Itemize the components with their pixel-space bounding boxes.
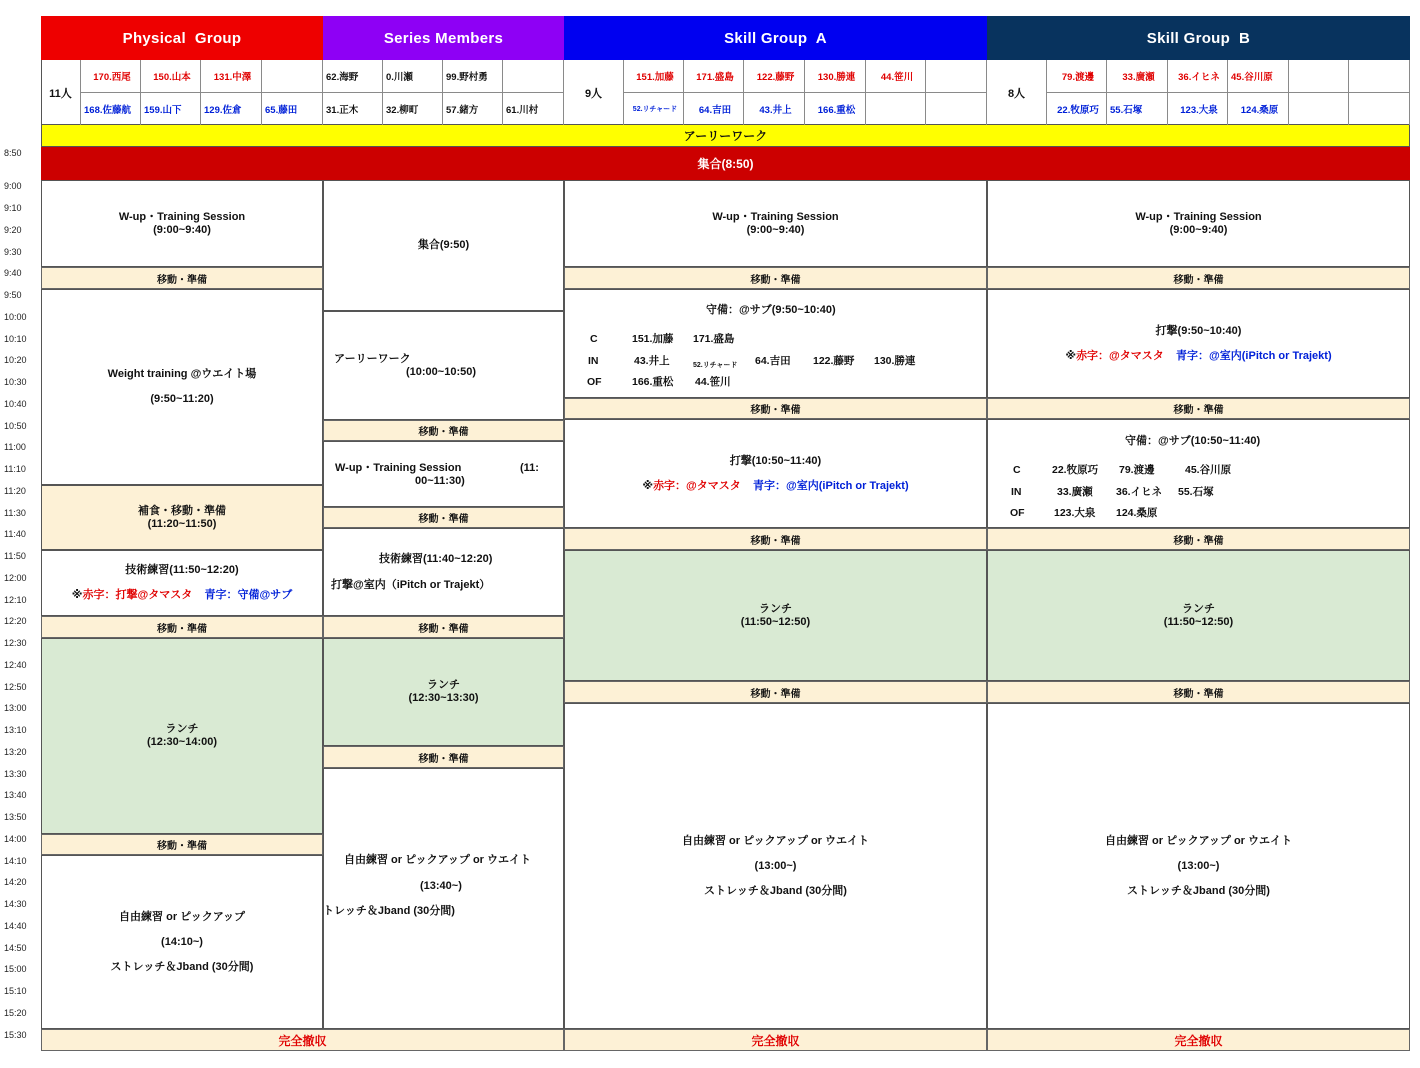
note-mark: ※	[71, 589, 83, 601]
end-banner-skill-b: 完全撤収	[987, 1029, 1410, 1051]
block-line: W-up・Training Session	[118, 210, 246, 223]
note-blue: 青字：@室内(iPitch or Trajekt)	[753, 479, 909, 492]
note-red: 赤字：@タマスタ	[1076, 349, 1164, 362]
series-members-title: Series Members	[383, 29, 504, 47]
physical-weight-block	[41, 289, 323, 485]
time-label: 13:00	[4, 703, 27, 713]
time-label: 13:20	[4, 747, 27, 757]
time-label: 13:10	[4, 725, 27, 735]
roster-member: 159.山下	[141, 93, 201, 125]
time-label: 13:50	[4, 812, 27, 822]
skill-a-defense-block	[564, 289, 987, 398]
roster-member	[1289, 93, 1349, 125]
block-line: W-up・Training Session	[712, 210, 839, 223]
skill-a-move-3: 移動・準備	[564, 528, 987, 550]
time-label: 13:40	[4, 790, 27, 800]
time-label: 9:20	[4, 225, 22, 235]
block-line: 補食・移動・準備	[138, 504, 226, 517]
time-label: 9:30	[4, 247, 22, 257]
skill-a-free-block	[564, 703, 987, 1029]
roster-member	[1349, 60, 1410, 93]
skill-a-lunch-block	[564, 550, 987, 681]
physical-count: 11人	[41, 60, 81, 125]
series-early-block	[323, 311, 564, 420]
defense-title: 守備：@サブ(10:50~11:40)	[1125, 435, 1261, 447]
roster-member: 123.大泉	[1168, 93, 1228, 125]
defense-player: 166.重松	[632, 376, 674, 388]
block-line: ランチ	[1182, 602, 1215, 615]
block-line: (9:50~11:20)	[150, 393, 214, 405]
skill-group-b-title: Skill Group B	[1146, 29, 1251, 47]
block-line: (10:00~10:50)	[406, 366, 477, 378]
note-mark: ※	[1065, 349, 1077, 362]
block-line: (14:10~)	[161, 935, 203, 948]
defense-player: 22.牧原巧	[1052, 464, 1099, 476]
time-label: 12:30	[4, 638, 27, 648]
time-label: 11:30	[4, 508, 26, 518]
defense-title: 守備：@サブ(9:50~10:40)	[706, 304, 836, 316]
defense-in-label: IN	[1011, 486, 1022, 498]
block-line: (12:30~13:30)	[408, 692, 479, 704]
time-label: 11:50	[4, 551, 26, 561]
block-line: 技術練習(11:40~12:20)	[379, 553, 493, 565]
roster-member: 43.井上	[744, 93, 805, 125]
roster-member: 130.勝連	[805, 60, 866, 93]
defense-c-label: C	[590, 333, 598, 345]
series-skill-block	[323, 528, 564, 616]
block-line: 自由練習 or ピックアップ or ウエイト	[681, 834, 869, 847]
roster-member: 151.加藤	[624, 60, 684, 93]
block-line: 技術練習(11:50~12:20)	[125, 564, 239, 576]
skill-b-count: 8人	[987, 60, 1047, 125]
roster-member: 61.川村	[503, 93, 564, 125]
time-label: 9:00	[4, 181, 22, 191]
series-move-4: 移動・準備	[323, 746, 564, 768]
skill-b-batting-block	[987, 289, 1410, 398]
block-line: (12:30~14:00)	[146, 736, 218, 748]
roster-member: 79.渡邊	[1047, 60, 1107, 93]
skill-b-lunch-block	[987, 550, 1410, 681]
roster-member: 33.廣瀬	[1107, 60, 1168, 93]
time-label: 14:30	[4, 899, 27, 909]
series-move-2: 移動・準備	[323, 507, 564, 528]
skill-b-move-4: 移動・準備	[987, 681, 1410, 703]
roster-member: 124.桑原	[1228, 93, 1289, 125]
roster-member: 64.吉田	[684, 93, 744, 125]
roster-member: 57.緒方	[443, 93, 503, 125]
skill-a-move-2: 移動・準備	[564, 398, 987, 419]
block-line: (9:00~9:40)	[1169, 223, 1228, 236]
defense-player: 52.リチャード	[693, 362, 738, 369]
block-line: ランチ	[427, 679, 460, 691]
block-line: 打撃(9:50~10:40)	[1155, 324, 1242, 337]
block-line: (13:00~)	[754, 859, 797, 872]
roster-member: 131.中澤	[201, 60, 262, 93]
roster-member	[866, 93, 926, 125]
time-label: 10:40	[4, 399, 27, 409]
physical-move-2: 移動・準備	[41, 616, 323, 638]
physical-lunch-block	[41, 638, 323, 834]
defense-in-label: IN	[588, 355, 599, 367]
series-members-header	[323, 16, 564, 60]
roster-member	[926, 60, 987, 93]
block-line: (11:	[520, 462, 539, 474]
roster-member: 45.谷川原	[1228, 60, 1289, 93]
roster-member: 166.重松	[805, 93, 866, 125]
roster-member	[262, 60, 323, 93]
skill-b-wup-block	[987, 180, 1410, 267]
physical-move-3: 移動・準備	[41, 834, 323, 855]
defense-player: 130.勝連	[874, 355, 916, 367]
defense-player: 44.笹川	[695, 376, 731, 388]
block-line: (11:50~12:50)	[740, 615, 811, 628]
time-label: 15:10	[4, 986, 27, 996]
physical-snack-block	[41, 485, 323, 550]
defense-player: 171.盛島	[693, 333, 735, 345]
time-label: 12:00	[4, 573, 27, 583]
skill-b-defense-block	[987, 419, 1410, 528]
physical-free-block	[41, 855, 323, 1029]
time-label: 12:10	[4, 595, 27, 605]
skill-group-b-header	[987, 16, 1410, 60]
time-label: 14:10	[4, 856, 27, 866]
series-assembly-block	[323, 180, 564, 311]
roster-member: 129.佐倉	[201, 93, 262, 125]
time-label: 11:40	[4, 529, 26, 539]
defense-player: 64.吉田	[755, 355, 791, 367]
time-label: 11:10	[4, 464, 26, 474]
roster-member: 31.正木	[323, 93, 383, 125]
time-label: 15:30	[4, 1030, 27, 1040]
time-label: 9:50	[4, 290, 22, 300]
series-move-3: 移動・準備	[323, 616, 564, 638]
block-line: 打撃(10:50~11:40)	[729, 454, 822, 467]
physical-skill-block	[41, 550, 323, 616]
block-line: (11:50~12:50)	[1163, 615, 1234, 628]
block-line: アーリーワーク	[334, 353, 411, 365]
roster-member: 55.石塚	[1107, 93, 1168, 125]
physical-move-1: 移動・準備	[41, 267, 323, 289]
skill-b-move-2: 移動・準備	[987, 398, 1410, 419]
note-blue: 青字：守備@サブ	[204, 589, 293, 601]
assembly-banner: 集合(8:50)	[41, 147, 1410, 180]
block-line: (13:40~)	[420, 880, 462, 892]
time-label: 10:00	[4, 312, 27, 322]
physical-group-header	[41, 16, 323, 60]
defense-player: 33.廣瀬	[1057, 486, 1093, 498]
time-label: 10:30	[4, 377, 27, 387]
block-line: W-up・Training Session	[1135, 210, 1262, 223]
skill-b-move-3: 移動・準備	[987, 528, 1410, 550]
roster-member: 62.海野	[323, 60, 383, 93]
time-label: 9:10	[4, 203, 22, 213]
time-label: 10:10	[4, 334, 27, 344]
block-line: トレッチ＆Jband (30分間)	[323, 905, 455, 917]
time-label: 12:50	[4, 682, 27, 692]
note-blue: 青字：@室内(iPitch or Trajekt)	[1176, 349, 1332, 362]
batting-note	[1065, 350, 1331, 363]
skill-group-a-title: Skill Group A	[724, 29, 827, 47]
defense-player: 151.加藤	[632, 333, 674, 345]
time-label: 12:40	[4, 660, 27, 670]
roster-member: 150.山本	[141, 60, 201, 93]
time-label: 10:20	[4, 355, 27, 365]
end-banner-physical-series: 完全撤収	[41, 1029, 564, 1051]
roster-member	[926, 93, 987, 125]
note-mark: ※	[642, 479, 654, 492]
time-label: 11:00	[4, 442, 26, 452]
series-move-1: 移動・準備	[323, 420, 564, 441]
block-line: 集合(9:50)	[417, 239, 470, 251]
roster-member: 168.佐藤航	[81, 93, 141, 125]
batting-note	[642, 480, 908, 493]
time-label: 14:40	[4, 921, 27, 931]
roster-member: 0.川瀬	[383, 60, 443, 93]
skill-a-wup-block	[564, 180, 987, 267]
time-label: 14:50	[4, 943, 27, 953]
end-banner-skill-a: 完全撤収	[564, 1029, 987, 1051]
roster-member: 22.牧原巧	[1047, 93, 1107, 125]
roster-member: 122.藤野	[744, 60, 805, 93]
roster-member: 52.リチャード	[624, 93, 684, 125]
time-label: 10:50	[4, 421, 27, 431]
block-line: ストレッチ＆Jband (30分間)	[1127, 884, 1270, 897]
time-label: 15:00	[4, 964, 27, 974]
block-line: 打撃@室内（iPitch or Trajekt）	[331, 579, 491, 591]
block-line: 00~11:30)	[415, 475, 465, 487]
defense-player: 124.桑原	[1116, 507, 1158, 519]
block-line: 自由練習 or ピックアップ or ウエイト	[344, 854, 532, 866]
defense-player: 79.渡邊	[1119, 464, 1155, 476]
defense-player: 43.井上	[634, 355, 670, 367]
time-label: 14:20	[4, 877, 27, 887]
note-red: 赤字：打撃@タマスタ	[82, 589, 193, 601]
time-label: 8:50	[4, 148, 22, 158]
block-line: ランチ	[759, 602, 792, 615]
block-line: (9:00~9:40)	[153, 223, 211, 236]
block-line: ストレッチ＆Jband (30分間)	[704, 884, 847, 897]
defense-of-label: OF	[587, 376, 602, 388]
physical-group-title: Physical Group	[122, 29, 242, 47]
time-label: 9:40	[4, 268, 22, 278]
block-line: Weight training @ウエイト場	[107, 368, 257, 380]
block-line: W-up・Training Session	[335, 462, 462, 474]
series-lunch-block	[323, 638, 564, 746]
defense-of-label: OF	[1010, 507, 1025, 519]
roster-member	[1289, 60, 1349, 93]
roster-member: 99.野村勇	[443, 60, 503, 93]
block-line: (13:00~)	[1177, 859, 1220, 872]
roster-member	[1349, 93, 1410, 125]
skill-a-batting-block	[564, 419, 987, 528]
defense-player: 123.大泉	[1054, 507, 1096, 519]
skill-a-move-1: 移動・準備	[564, 267, 987, 289]
note-red: 赤字：@タマスタ	[653, 479, 741, 492]
defense-player: 36.イヒネ	[1116, 486, 1163, 498]
time-label: 15:20	[4, 1008, 27, 1018]
defense-player: 45.谷川原	[1185, 464, 1232, 476]
series-free-block	[323, 768, 564, 1029]
skill-b-move-1: 移動・準備	[987, 267, 1410, 289]
time-label: 12:20	[4, 616, 27, 626]
block-line: 自由練習 or ピックアップ	[119, 910, 245, 923]
series-wup-block	[323, 441, 564, 507]
defense-player: 122.藤野	[813, 355, 855, 367]
skill-group-a-header	[564, 16, 987, 60]
defense-c-label: C	[1013, 464, 1021, 476]
block-line: ランチ	[165, 723, 199, 735]
block-line: 自由練習 or ピックアップ or ウエイト	[1104, 834, 1292, 847]
roster-member: 36.イヒネ	[1168, 60, 1228, 93]
time-label: 14:00	[4, 834, 27, 844]
skill-a-count: 9人	[564, 60, 624, 125]
roster-member: 44.笹川	[866, 60, 926, 93]
time-label: 13:30	[4, 769, 27, 779]
defense-player: 55.石塚	[1178, 486, 1214, 498]
roster-member	[503, 60, 564, 93]
roster-member: 170.西尾	[81, 60, 141, 93]
roster-member: 65.藤田	[262, 93, 323, 125]
physical-wup-block	[41, 180, 323, 267]
skill-a-move-4: 移動・準備	[564, 681, 987, 703]
block-line: (9:00~9:40)	[746, 223, 805, 236]
early-work-banner: アーリーワーク	[41, 125, 1410, 147]
roster-member: 171.盛島	[684, 60, 744, 93]
time-label: 11:20	[4, 486, 26, 496]
skill-note	[72, 589, 292, 602]
block-line: ストレッチ＆Jband (30分間)	[110, 960, 254, 973]
roster-member: 32.柳町	[383, 93, 443, 125]
skill-b-free-block	[987, 703, 1410, 1029]
block-line: (11:20~11:50)	[147, 517, 217, 530]
